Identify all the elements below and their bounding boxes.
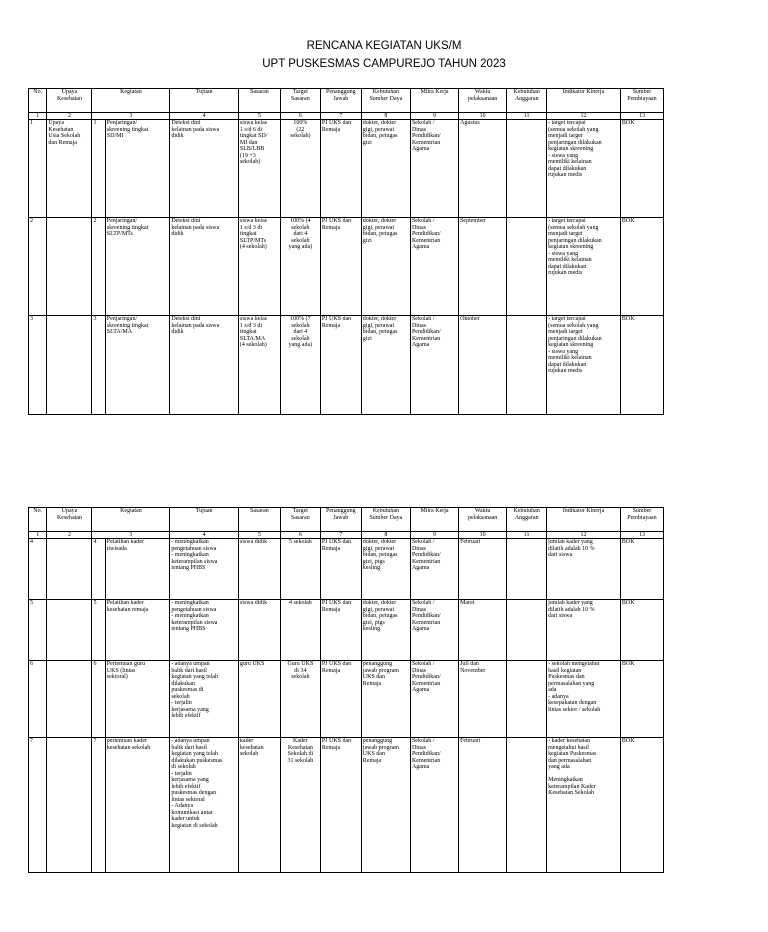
col-number: 3	[92, 532, 170, 539]
col-header-kegiatan: Kegiatan	[92, 508, 170, 532]
cell-kegiatan: Pertemuan guru UKS (lintas sektoral)	[105, 661, 170, 738]
col-number: 4	[170, 532, 239, 539]
col-number: 5	[238, 532, 280, 539]
col-header-waktu: Waktu pelaksanaan	[459, 508, 507, 532]
cell-no: 2	[29, 218, 47, 316]
activity-table-2	[28, 507, 664, 873]
cell-indikator: jumlah kader yang dilatih adalah 10 % dari siswa	[547, 539, 621, 600]
cell-pembiayaan: BOK	[620, 539, 663, 600]
cell-mitra: Sekolah / Dinas Pendidikan/ Kementrian Agama	[410, 120, 458, 218]
cell-keg-no: 1	[92, 120, 105, 218]
cell-sumber-daya: penanggung jawab program UKS dan Remaja	[361, 738, 410, 873]
table-row	[29, 738, 664, 873]
cell-tujuan: - meningkatkan pengetahuan siswa - meningkatkan keterampilan siswa tentang PHBS	[170, 539, 239, 600]
cell-no: 1	[29, 120, 47, 218]
table-row	[29, 316, 664, 415]
cell-indikator: - target tercapai (semua sekolah yang menjadi target penjaringan dilakukan kegiatan skreening - siswa yang memiliki kelainan dapat dilakukan rujukan medis	[547, 218, 621, 316]
cell-tujuan: - meningkatkan pengetahuan siswa - meningkatkan keterampilan siswa tentang PHBS	[170, 600, 239, 661]
cell-tujuan: Deteksi dini kelainan pada siswa didik	[170, 218, 239, 316]
document-subtitle: UPT PUSKESMAS CAMPUREJO TAHUN 2023	[262, 58, 506, 70]
cell-waktu: Maret	[459, 600, 507, 661]
col-number: 10	[459, 532, 507, 539]
cell-target: 100% (4 sekolah dari 4 sekolah yang ada)	[280, 218, 320, 316]
cell-tujuan: Deteksi dini kelainan pada siswa didik	[170, 120, 239, 218]
cell-no: 3	[29, 316, 47, 415]
cell-target: 4 sekolah	[280, 600, 320, 661]
cell-waktu: Februari	[459, 738, 507, 873]
col-number: 1	[29, 113, 47, 120]
col-header-pembiayaan: Sumber Pembiayaan	[620, 508, 663, 532]
activity-table-1	[28, 88, 664, 415]
cell-sasaran: siswa kelas 1 s/d 3 di tingkat SLTP/MTs (4 sekolah)	[238, 218, 280, 316]
col-number: 3	[92, 113, 170, 120]
cell-target: 100% (7 sekolah dari 4 sekolah yang ada)	[280, 316, 320, 415]
cell-pj: PJ UKS dan Remaja	[320, 539, 361, 600]
cell-waktu: Juli dan November	[459, 661, 507, 738]
col-number: 13	[620, 113, 663, 120]
cell-sumber-daya: dokter, dokter gigi, perawat bidan, petugas gizi	[361, 218, 410, 316]
cell-anggaran	[507, 661, 547, 738]
cell-kegiatan: Penjaringan/ skreening tingkat SD/MI	[105, 120, 170, 218]
cell-target: 100% (22 sekolah)	[280, 120, 320, 218]
cell-pembiayaan: BOK	[620, 661, 663, 738]
table-row	[29, 661, 664, 738]
cell-kegiatan: Pelatihan kader kesehatan remaja	[105, 600, 170, 661]
cell-pj: PJ UKS dan Remaja	[320, 120, 361, 218]
cell-pembiayaan: BOK	[620, 738, 663, 873]
col-number: 7	[320, 532, 361, 539]
cell-pembiayaan: BOK	[620, 218, 663, 316]
cell-target: 5 sekolah	[280, 539, 320, 600]
col-number: 6	[280, 113, 320, 120]
col-number: 12	[547, 532, 621, 539]
cell-anggaran	[507, 600, 547, 661]
cell-pj: PJ UKS dan Remaja	[320, 738, 361, 873]
cell-mitra: Sekolah / Dinas Pendidikan/ Kementrian Agama	[410, 316, 458, 415]
cell-pj: PJ UKS dan Remaja	[320, 600, 361, 661]
col-header-sasaran: Sasaran	[238, 89, 280, 113]
cell-kegiatan: Pelatihan kader tiwisada	[105, 539, 170, 600]
col-header-upaya: Upaya Kesehatan	[47, 508, 92, 532]
cell-sasaran: kader kesehatan sekolah	[238, 738, 280, 873]
col-header-no: No.	[29, 508, 47, 532]
col-header-pj: Penanggung Jawab	[320, 508, 361, 532]
cell-sasaran: siswa didik	[238, 539, 280, 600]
cell-upaya	[47, 600, 92, 661]
table-row	[29, 120, 664, 218]
cell-waktu: Oktober	[459, 316, 507, 415]
cell-anggaran	[507, 316, 547, 415]
col-header-kegiatan: Kegiatan	[92, 89, 170, 113]
cell-keg-no: 4	[92, 539, 105, 600]
col-header-anggaran: Kebutuhan Anggaran	[507, 508, 547, 532]
cell-sumber-daya: penanggung jawab program UKS dan Remaja	[361, 661, 410, 738]
cell-upaya	[47, 661, 92, 738]
col-number: 1	[29, 532, 47, 539]
col-number: 8	[361, 113, 410, 120]
table-row	[29, 600, 664, 661]
cell-no: 4	[29, 539, 47, 600]
cell-pj: PJ UKS dan Remaja	[320, 661, 361, 738]
document-title: RENCANA KEGIATAN UKS/M	[306, 40, 462, 52]
cell-kegiatan: pertemuan kader kesehatan sekolah	[105, 738, 170, 873]
cell-indikator: - target tercapai (semua sekolah yang menjadi target penjaringan dilakukan kegiatan skreening - siswa yang memiliki kelainan dapat dilakukan rujukan medis	[547, 120, 621, 218]
cell-keg-no: 7	[92, 738, 105, 873]
cell-target: Guru UKS di 34 sekolah	[280, 661, 320, 738]
cell-indikator: - sekolah mengetahui hasil kegiatan Puskesmas dan permasalahan yang ada - adanya kesepakatan dengan lintas sektor / sekolah	[547, 661, 621, 738]
col-number: 6	[280, 532, 320, 539]
col-header-anggaran: Kebutuhan Anggaran	[507, 89, 547, 113]
cell-pembiayaan: BOK	[620, 316, 663, 415]
cell-anggaran	[507, 120, 547, 218]
col-number: 11	[507, 532, 547, 539]
cell-anggaran	[507, 218, 547, 316]
col-header-tujuan: Tujuan	[170, 89, 239, 113]
cell-tujuan: - adanya umpan balik dari hasil kegiatan yang telah dilakukan puskesmas di sekolah - terjalin kerjasama yang lebih efektif puskesmas dengan lintas sektoral - Adanya komunikasi antar kader untuk kegiatan di sekolah	[170, 738, 239, 873]
cell-waktu: Agustus	[459, 120, 507, 218]
cell-upaya	[47, 738, 92, 873]
col-header-sumber-daya: Kebutuhan Sumber Daya	[361, 89, 410, 113]
cell-keg-no: 2	[92, 218, 105, 316]
col-number: 8	[361, 532, 410, 539]
cell-tujuan: - adanya umpan balik dari hasil kegiatan yang telah dilakukan puskesmas di sekolah - terjalin kerjasama yang lebih efektif	[170, 661, 239, 738]
cell-pj: PJ UKS dan Remaja	[320, 316, 361, 415]
cell-kegiatan: Penjaringan/ skreening tingkat SLTA/MA	[105, 316, 170, 415]
cell-sumber-daya: dokter, dokter gigi, perawat bidan, petugas gizi	[361, 316, 410, 415]
col-number: 4	[170, 113, 239, 120]
cell-sasaran: siswa kelas 1 s/d 6 di tingkat SD/ MI dan SLB/LBB (19 +3 sekolah)	[238, 120, 280, 218]
col-header-no: No.	[29, 89, 47, 113]
cell-mitra: Sekolah / Dinas Pendidikan/ Kementrian Agama	[410, 539, 458, 600]
cell-indikator: - target tercapai (semua sekolah yang menjadi target penjaringan dilakukan kegiatan skreening - siswa yang memiliki kelainan dapat dilakukan rujukan medis	[547, 316, 621, 415]
cell-indikator: jumlah kader yang dilatih adalah 10 % dari siswa	[547, 600, 621, 661]
cell-pembiayaan: BOK	[620, 120, 663, 218]
col-header-sumber-daya: Kebutuhan Sumber Daya	[361, 508, 410, 532]
cell-sasaran: siswa didik	[238, 600, 280, 661]
cell-target: Kader Kesehatan Sekolah di 31 sekolah	[280, 738, 320, 873]
cell-mitra: Sekolah / Dinas Pendidikan/ Kementrian Agama	[410, 600, 458, 661]
col-header-mitra: Mitra Kerja	[410, 89, 458, 113]
col-header-pj: Penanggung Jawab	[320, 89, 361, 113]
cell-mitra: Sekolah / Dinas Pendidikan/ Kementrian Agama	[410, 738, 458, 873]
cell-sasaran: siswa kelas 1 s/d 3 di tingkat SLTA/MA (4 sekolah)	[238, 316, 280, 415]
cell-sumber-daya: dokter, dokter gigi, perawat bidan, petugas gizi, ptgs kesling	[361, 600, 410, 661]
col-header-indikator: Indikator Kinerja	[547, 89, 621, 113]
cell-waktu: September	[459, 218, 507, 316]
col-header-waktu: Waktu pelaksanaan	[459, 89, 507, 113]
col-header-target: Target Sasaran	[280, 508, 320, 532]
cell-anggaran	[507, 539, 547, 600]
cell-tujuan: Deteksi dini kelainan pada siswa didik	[170, 316, 239, 415]
cell-waktu: Februari	[459, 539, 507, 600]
cell-keg-no: 5	[92, 600, 105, 661]
col-number: 13	[620, 532, 663, 539]
cell-upaya	[47, 316, 92, 415]
cell-sumber-daya: dokter, dokter gigi, perawat bidan, petugas gizi	[361, 120, 410, 218]
col-number: 11	[507, 113, 547, 120]
col-number: 5	[238, 113, 280, 120]
cell-upaya	[47, 218, 92, 316]
cell-keg-no: 3	[92, 316, 105, 415]
table-row	[29, 218, 664, 316]
col-number: 10	[459, 113, 507, 120]
cell-anggaran	[507, 738, 547, 873]
col-number: 9	[410, 113, 458, 120]
cell-no: 7	[29, 738, 47, 873]
cell-kegiatan: Penjaringan/ skreening tingkat SLTP/MTs	[105, 218, 170, 316]
cell-upaya: Upaya Kesehatan Usia Sekolah dan Remaja	[47, 120, 92, 218]
cell-pembiayaan: BOK	[620, 600, 663, 661]
col-header-tujuan: Tujuan	[170, 508, 239, 532]
cell-mitra: Sekolah / Dinas Pendidikan/ Kementrian Agama	[410, 661, 458, 738]
cell-sasaran: guru UKS	[238, 661, 280, 738]
col-header-pembiayaan: Sumber Pembiayaan	[620, 89, 663, 113]
cell-mitra: Sekolah / Dinas Pendidikan/ Kementrian Agama	[410, 218, 458, 316]
col-header-sasaran: Sasaran	[238, 508, 280, 532]
col-header-target: Target Sasaran	[280, 89, 320, 113]
table-row	[29, 539, 664, 600]
cell-pj: PJ UKS dan Remaja	[320, 218, 361, 316]
col-number: 12	[547, 113, 621, 120]
col-header-upaya: Upaya Kesehatan	[47, 89, 92, 113]
col-header-indikator: Indikator Kinerja	[547, 508, 621, 532]
col-header-mitra: Mitra Kerja	[410, 508, 458, 532]
cell-keg-no: 6	[92, 661, 105, 738]
col-number: 2	[47, 113, 92, 120]
cell-indikator: - kader kesehatan mengetahui hasil kegiatan Puskesmas dan permasalahan yang ada Meningkatkan keterampilan Kader Kesehatan Sekolah	[547, 738, 621, 873]
col-number: 9	[410, 532, 458, 539]
col-number: 7	[320, 113, 361, 120]
cell-no: 5	[29, 600, 47, 661]
cell-sumber-daya: dokter, dokter gigi, perawat bidan, petugas gizi, ptgs kesling	[361, 539, 410, 600]
cell-no: 6	[29, 661, 47, 738]
cell-upaya	[47, 539, 92, 600]
col-number: 2	[47, 532, 92, 539]
